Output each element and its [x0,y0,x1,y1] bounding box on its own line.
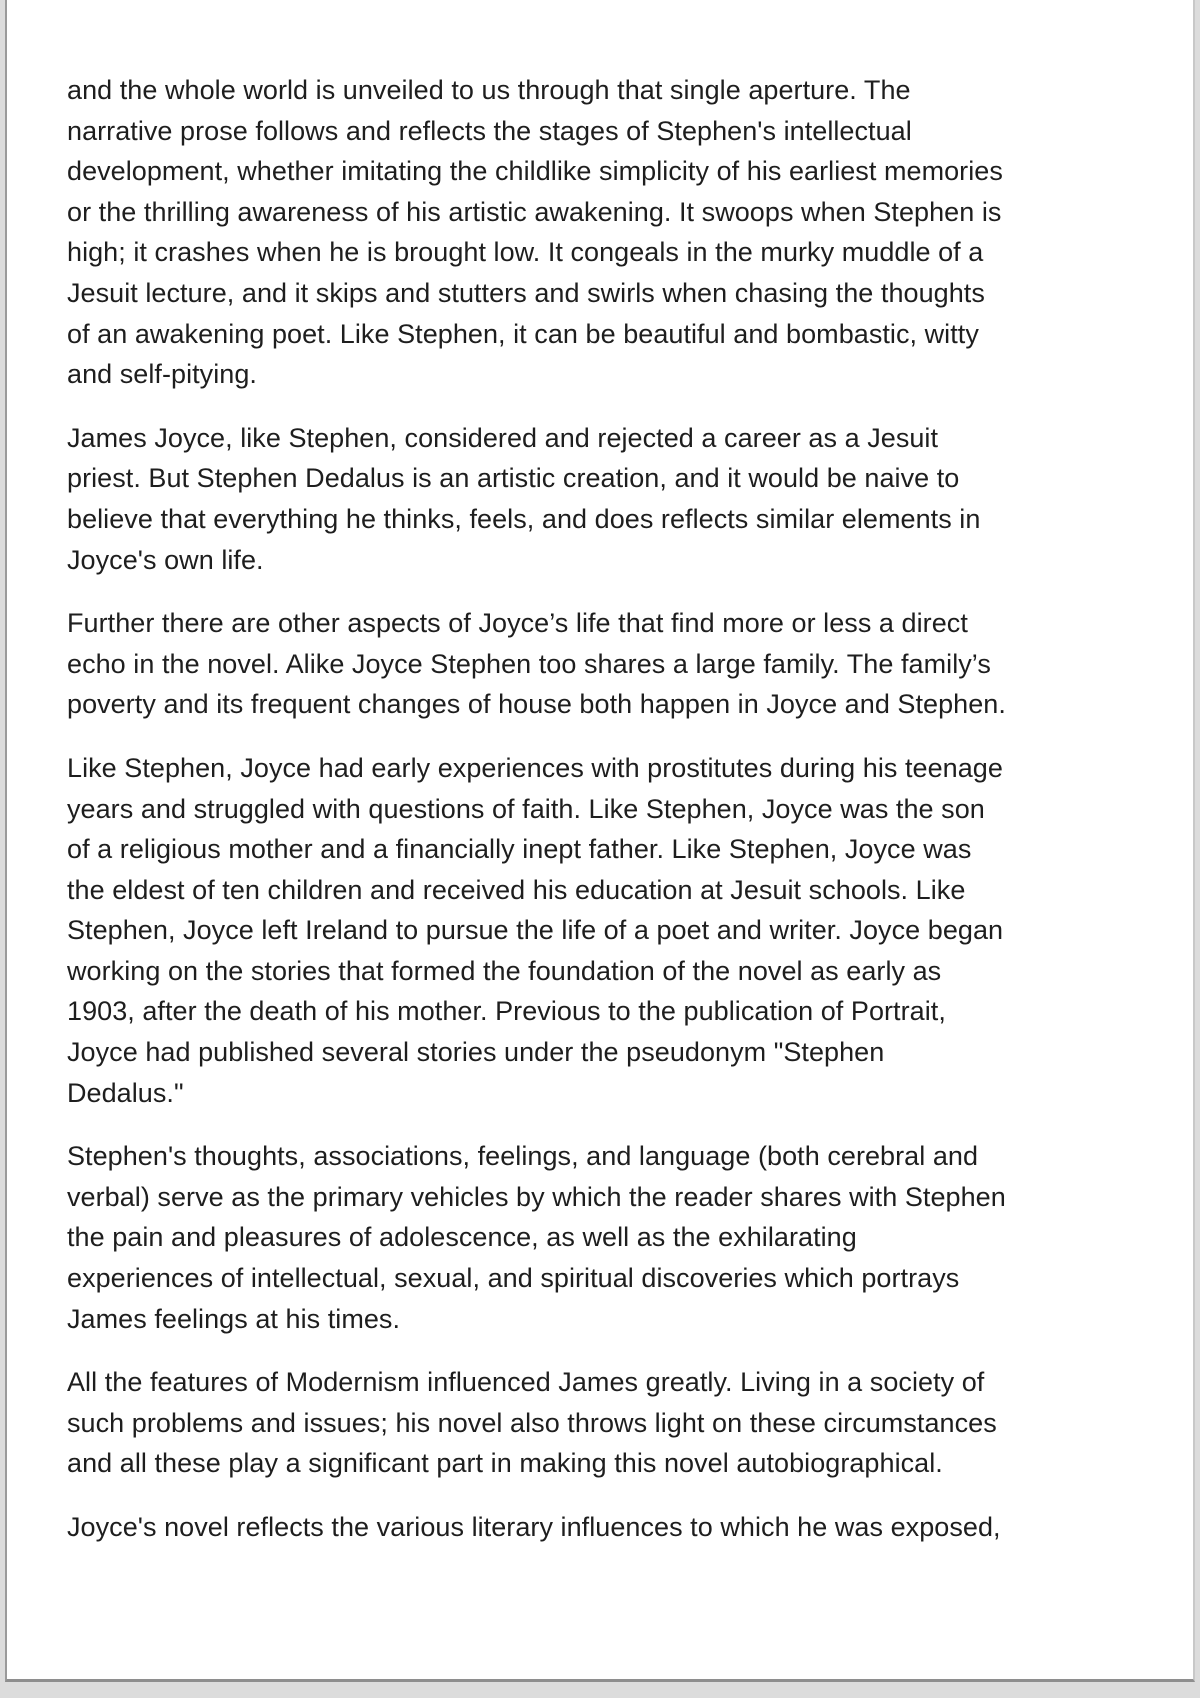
text-line: Jesuit lecture, and it skips and stutters and swirls when chasing the thoughts [67,277,985,308]
body-text [67,70,1147,1571]
paragraph-thoughts-language [67,1136,1147,1339]
text-line: experiences of intellectual, sexual, and spiritual discoveries which portrays [67,1263,960,1294]
text-line: 1903, after the death of his mother. Previous to the publication of Portrait, [67,996,946,1027]
paragraph-family-echo [67,603,1147,725]
text-line: Joyce's novel reflects the various literary influences to which he was exposed, [67,1512,1001,1542]
text-line: All the features of Modernism influenced James greatly. Living in a society of [67,1367,985,1398]
paragraph-jesuit-career [67,418,1147,580]
paragraph-literary-influences [67,1507,1147,1548]
text-line: priest. But Stephen Dedalus is an artistic creation, and it would be naive to [67,463,960,494]
text-line: and all these play a significant part in making this novel autobiographical. [67,1448,943,1479]
text-line: and the whole world is unveiled to us through that single aperture. The [67,75,911,105]
text-line: James Joyce, like Stephen, considered and rejected a career as a Jesuit [67,422,939,453]
paragraph-parallels [67,748,1147,1113]
text-line: development, whether imitating the childlike simplicity of his earliest memories [67,156,1003,187]
text-line: the eldest of ten children and received his education at Jesuit schools. Like [67,874,966,905]
text-line: believe that everything he thinks, feels, and does reflects similar elements in [67,503,981,534]
text-line: poverty and its frequent changes of house both happen in Joyce and Stephen. [67,689,1006,720]
text-line: Stephen's thoughts, associations, feelings, and language (both cerebral and [67,1141,979,1172]
text-line: Like Stephen, Joyce had early experiences with prostitutes during his teenage [67,752,1003,783]
text-line: working on the stories that formed the foundation of the novel as early as [67,955,942,986]
text-line: Joyce had published several stories under the pseudonym "Stephen [67,1037,885,1068]
text-line: high; it crashes when he is brought low. It congeals in the murky muddle of a [67,237,984,268]
text-line: Joyce's own life. [67,544,264,575]
text-line: and self-pitying. [67,359,257,390]
text-line: echo in the novel. Alike Joyce Stephen too shares a large family. The family’s [67,648,991,679]
text-line: Stephen, Joyce left Ireland to pursue the life of a poet and writer. Joyce began [67,915,1004,946]
text-line: or the thrilling awareness of his artistic awakening. It swoops when Stephen is [67,196,1002,227]
text-line: Further there are other aspects of Joyce’s life that find more or less a direct [67,608,968,639]
text-line: narrative prose follows and reflects the stages of Stephen's intellectual [67,115,912,146]
text-line: verbal) serve as the primary vehicles by which the reader shares with Stephen [67,1181,1006,1212]
text-line: such problems and issues; his novel also throws light on these circumstances [67,1407,997,1438]
text-line: Dedalus." [67,1077,184,1108]
document-page [5,0,1195,1682]
text-line: years and struggled with questions of faith. Like Stephen, Joyce was the son [67,793,985,824]
text-line: of an awakening poet. Like Stephen, it can be beautiful and bombastic, witty [67,318,979,349]
text-line: James feelings at his times. [67,1303,401,1334]
text-line: of a religious mother and a financially inept father. Like Stephen, Joyce was [67,834,972,865]
paragraph-narrative-prose [67,70,1147,395]
paragraph-modernism [67,1362,1147,1484]
text-line: the pain and pleasures of adolescence, as well as the exhilarating [67,1222,857,1253]
